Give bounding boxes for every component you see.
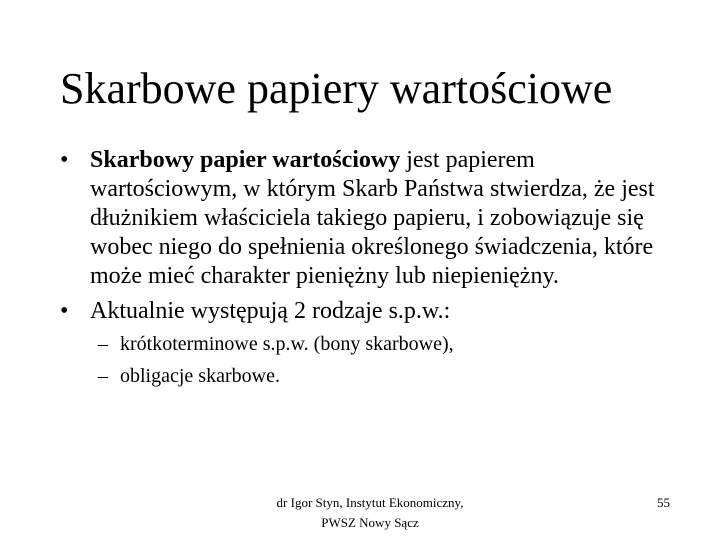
subitem-text: obligacje skarbowe. [120, 365, 280, 387]
subitem-bonds [60, 364, 660, 388]
bullet-marker: • [60, 147, 69, 173]
bullet-item-definition [60, 146, 660, 291]
bullet-text: jest papierem wartościowym, w którym Skarb Państwa stwierdza, że jest dłużnikiem właściciela takiego papieru, i zobowiązuje się wobec niego do spełnienia określonego świadczenia, które może mieć charakter pieniężny lub niepieniężny. [90, 147, 655, 289]
page-number: 55 [657, 495, 670, 510]
bullet-text: Aktualnie występują 2 rodzaje s.p.w.: [90, 298, 451, 324]
subitem-text: krótkoterminowe s.p.w. (bony skarbowe), [120, 333, 454, 355]
slide-title: Skarbowe papiery wartościowe [60, 64, 613, 113]
subitem-short-term [60, 332, 660, 356]
footer-line: PWSZ Nowy Sącz [321, 515, 419, 530]
bullet-marker: • [60, 298, 69, 324]
bullet-item-types [60, 297, 660, 326]
footer-author [240, 493, 500, 533]
bullet-bold-term: Skarbowy papier wartościowy [90, 147, 401, 173]
subitem-marker: – [98, 333, 108, 355]
footer-line: dr Igor Styn, Instytut Ekonomiczny, [276, 495, 464, 510]
subitem-marker: – [98, 365, 108, 387]
bullet-list [60, 146, 660, 396]
